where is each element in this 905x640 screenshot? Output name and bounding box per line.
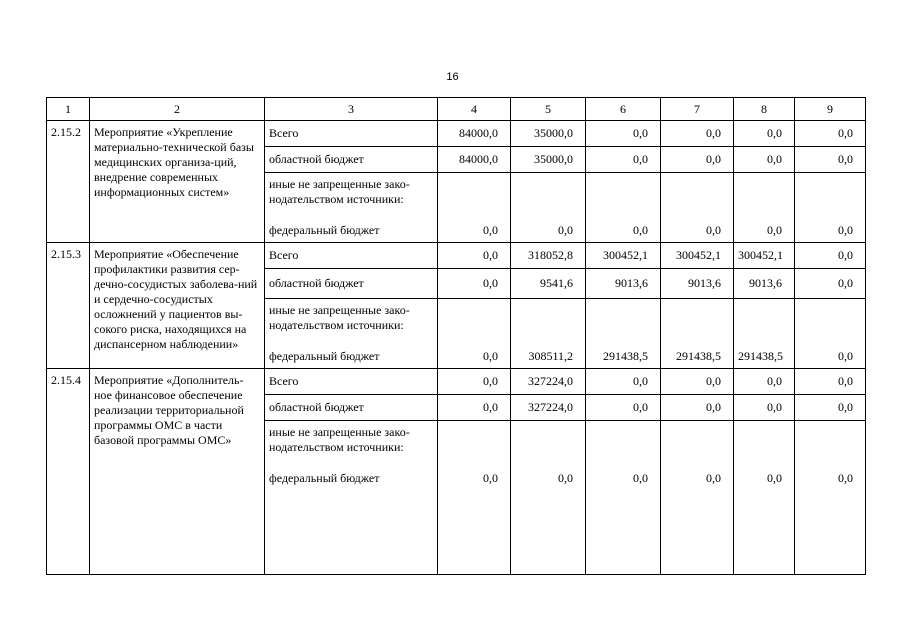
value-cell: 0,0: [795, 421, 866, 575]
value-cell: 0,0: [795, 243, 866, 269]
value-cell: 291438,5: [734, 299, 795, 369]
value-cell: 0,0: [795, 299, 866, 369]
value-cell: 0,0: [511, 173, 586, 243]
value-cell: 9013,6: [586, 269, 661, 299]
value-cell: 35000,0: [511, 147, 586, 173]
value-cell: 291438,5: [586, 299, 661, 369]
source-label-federal: федеральный бюджет: [269, 349, 380, 363]
header-cell: 5: [511, 98, 586, 121]
header-cell: 2: [90, 98, 265, 121]
source-label-federal: федеральный бюджет: [269, 223, 380, 237]
row-code: 2.15.4: [47, 369, 90, 575]
source-label-cell: [265, 299, 438, 369]
value-cell: 291438,5: [661, 299, 734, 369]
source-label-regional: областной бюджет: [265, 269, 438, 299]
source-label-total: Всего: [265, 243, 438, 269]
header-cell: 9: [795, 98, 866, 121]
page-number: 16: [446, 71, 459, 83]
value-cell: 0,0: [438, 243, 511, 269]
header-row: [47, 98, 866, 121]
value-cell: 0,0: [734, 173, 795, 243]
value-cell: 300452,1: [586, 243, 661, 269]
value-cell: 318052,8: [511, 243, 586, 269]
value-cell: 9013,6: [734, 269, 795, 299]
source-label-total: Всего: [265, 121, 438, 147]
header-cell: 6: [586, 98, 661, 121]
value-cell: 0,0: [795, 147, 866, 173]
table-row-total: [47, 369, 866, 395]
value-cell: 35000,0: [511, 121, 586, 147]
value-cell: 0,0: [734, 421, 795, 575]
value-cell: 0,0: [661, 369, 734, 395]
value-cell: 0,0: [586, 147, 661, 173]
source-label-regional: областной бюджет: [265, 147, 438, 173]
value-cell: 0,0: [438, 173, 511, 243]
value-cell: 0,0: [438, 395, 511, 421]
source-label-other: иные не запрещенные зако-нодательством источники:: [269, 177, 410, 206]
value-cell: 0,0: [586, 173, 661, 243]
value-cell: 0,0: [661, 147, 734, 173]
value-cell: 0,0: [661, 121, 734, 147]
value-cell: 0,0: [795, 121, 866, 147]
value-cell: 0,0: [734, 121, 795, 147]
value-cell: 84000,0: [438, 147, 511, 173]
row-description: Мероприятие «Укрепление материально-технической базы медицинских организа-ций, внедрение современных информационных систем»: [90, 121, 265, 243]
source-label-federal: федеральный бюджет: [269, 471, 380, 485]
value-cell: 0,0: [438, 269, 511, 299]
value-cell: 0,0: [438, 299, 511, 369]
value-cell: 0,0: [586, 369, 661, 395]
source-label-cell: [265, 173, 438, 243]
source-label-cell: [265, 421, 438, 575]
value-cell: 0,0: [734, 369, 795, 395]
row-code: 2.15.2: [47, 121, 90, 243]
value-cell: 9541,6: [511, 269, 586, 299]
value-cell: 300452,1: [661, 243, 734, 269]
table-row-total: [47, 243, 866, 269]
value-cell: 0,0: [795, 369, 866, 395]
row-description: Мероприятие «Дополнитель-ное финансовое обеспечение реализации территориальной программы ОМС в части базовой программы ОМС»: [90, 369, 265, 575]
table-body: [47, 98, 866, 575]
header-cell: 3: [265, 98, 438, 121]
budget-table: [46, 97, 866, 575]
table-row-total: [47, 121, 866, 147]
value-cell: 0,0: [734, 395, 795, 421]
value-cell: 9013,6: [661, 269, 734, 299]
value-cell: 0,0: [661, 395, 734, 421]
value-cell: 0,0: [795, 269, 866, 299]
row-description: Мероприятие «Обеспечение профилактики развития сер-дечно-сосудистых заболева-ний и сердечно-сосудистых осложнений у пациентов вы-сокого риска, находящихся на диспансерном наблюдении»: [90, 243, 265, 369]
header-cell: 1: [47, 98, 90, 121]
value-cell: 0,0: [795, 395, 866, 421]
value-cell: 0,0: [586, 421, 661, 575]
value-cell: 300452,1: [734, 243, 795, 269]
value-cell: 0,0: [586, 121, 661, 147]
source-label-other: иные не запрещенные зако-нодательством источники:: [269, 303, 410, 332]
value-cell: 0,0: [438, 369, 511, 395]
value-cell: 327224,0: [511, 369, 586, 395]
header-cell: 4: [438, 98, 511, 121]
value-cell: 327224,0: [511, 395, 586, 421]
value-cell: 0,0: [661, 173, 734, 243]
source-label-regional: областной бюджет: [265, 395, 438, 421]
value-cell: 0,0: [511, 421, 586, 575]
header-cell: 7: [661, 98, 734, 121]
value-cell: 0,0: [586, 395, 661, 421]
value-cell: 308511,2: [511, 299, 586, 369]
value-cell: 0,0: [734, 147, 795, 173]
row-code: 2.15.3: [47, 243, 90, 369]
value-cell: 0,0: [438, 421, 511, 575]
source-label-total: Всего: [265, 369, 438, 395]
value-cell: 0,0: [795, 173, 866, 243]
source-label-other: иные не запрещенные зако-нодательством источники:: [269, 425, 410, 454]
value-cell: 0,0: [661, 421, 734, 575]
value-cell: 84000,0: [438, 121, 511, 147]
header-cell: 8: [734, 98, 795, 121]
